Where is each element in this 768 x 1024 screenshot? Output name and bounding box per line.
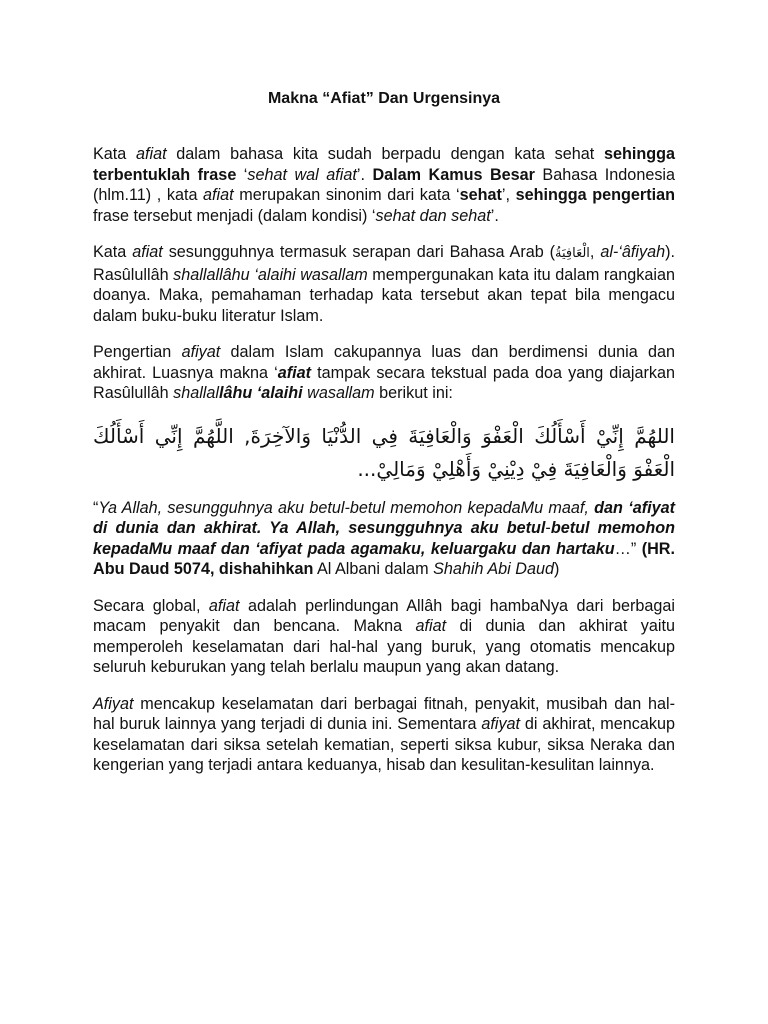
text-run: …” (614, 539, 642, 558)
text-run: mempergunakan kata itu dalam rangkaian doanya. Maka, pemahaman terhadap kata tersebut akan tepat bila mengacu dalam buku-buku literatur Islam. (93, 265, 675, 325)
citation-bold: (HR. Abu Daud 5074, dishahihkan (93, 539, 675, 578)
text-run: mencakup keselamatan dari berbagai fitnah, penyakit, musibah dan hal-hal buruk lainnya yang terjadi di dunia ini. Sementara (93, 694, 675, 733)
text-run: - (545, 519, 551, 537)
italic-term: al-‘âfiyah (600, 243, 666, 261)
italic-term: afiyat (181, 343, 221, 361)
italic-term: shallal (173, 384, 219, 402)
text-run: dalam Islam cakupannya luas dan berdimensi dunia dan akhirat. Luasnya makna ‘ (93, 343, 675, 382)
paragraph-2 (93, 242, 675, 326)
text-run: ’. (356, 165, 373, 184)
bold-italic-term: lâhu ‘alaihi (219, 384, 303, 402)
paragraph-1 (93, 144, 675, 226)
text-run: di akhirat, mencakup keselamatan dari siksa setelah kematian, seperti siksa kubur, siksa Neraka dan kengerian yang terjadi antara keduanya, hisab dan kesulitan-kesulitan lainnya. (93, 715, 675, 774)
document-body (93, 144, 675, 792)
arabic-dua: اللهُمَّ إِنِّيْ أَسْأَلُكَ الْعَفْوَ وَالْعَافِيَةَ فِي الدُّنْيَا وَالآخِرَةَ, اللَّهُمَّ إِنِّي أَسْأَلُكَ الْعَفْوَ وَالْعَافِيَةَ فِيْ دِيْنِيْ وَأَهْلِيْ وَمَالِيْ... (93, 423, 675, 481)
text-run: , (589, 243, 601, 261)
text-run: ’. (490, 206, 499, 225)
italic-term: afiat (415, 617, 447, 635)
text-run: Pengertian (93, 343, 182, 361)
text-run: sesungguhnya termasuk serapan dari Bahasa Arab ( (162, 243, 555, 261)
italic-term: wasallam (302, 384, 375, 402)
italic-term: afiat (132, 243, 163, 261)
quote-bold-italic: betul memohon kepadaMu maaf dan ‘afiyat pada agamaku, keluargaku dan hartaku (93, 519, 675, 558)
text-run: berikut ini: (374, 384, 453, 402)
text-run: Kata (93, 243, 133, 261)
text-run: Al Albani dalam (313, 560, 434, 578)
text-run: adalah perlindungan Allâh bagi hambaNya dari berbagai macam penyakit dan bencana. Makna (93, 596, 675, 635)
italic-term: afiat (136, 145, 167, 163)
arabic-term: الْعَافِيَةُ (555, 246, 590, 261)
italic-term: sehat dan sehat (375, 206, 491, 225)
paragraph-5 (93, 596, 675, 678)
page-title: Makna “Afiat” Dan Urgensinya (267, 90, 501, 107)
italic-term: afiat (208, 596, 240, 615)
bold-phrase: Dalam Kamus Besar (372, 165, 535, 184)
text-run: Bahasa Indonesia (hlm.11) , kata (93, 165, 676, 204)
text-run: Secara global, (93, 596, 209, 615)
paragraph-6 (93, 694, 675, 776)
text-run: dalam bahasa kita sudah berpadu dengan kata sehat (166, 145, 604, 163)
text-run: tampak secara tekstual pada doa yang diajarkan Rasûlullâh (93, 363, 676, 402)
italic-term: afiyat (481, 715, 521, 733)
text-run: ) (553, 560, 560, 578)
italic-term: afiat (203, 186, 234, 204)
italic-term: sehat wal afiat (247, 165, 357, 184)
bold-phrase: sehingga terbentuklah frase (93, 145, 675, 184)
quote-bold-italic: dan ‘afiyat di dunia dan akhirat. Ya Allah, sesungguhnya aku betul (93, 498, 675, 537)
paragraph-3 (93, 342, 675, 404)
italic-term: Afiyat (93, 694, 134, 713)
bold-phrase: sehat (459, 186, 502, 204)
text-run: ). Rasûlullâh (93, 243, 675, 284)
text-run: merupakan sinonim dari kata ‘ (233, 186, 460, 204)
text-run: di dunia dan akhirat yaitu memperoleh keselamatan dari hal-hal yang buruk, yang otomatis mencakup seluruh keburukan yang telah berlalu maupun yang akan datang. (93, 617, 675, 676)
text-run: frase tersebut menjadi (dalam kondisi) ‘ (93, 206, 376, 225)
text-run: Kata (93, 145, 136, 163)
quote-italic: Ya Allah, sesungguhnya aku betul-betul memohon kepadaMu maaf, (98, 498, 595, 517)
text-run: “ (93, 498, 99, 517)
text-run: ’, (501, 186, 516, 204)
bold-phrase: sehingga pengertian (515, 186, 675, 204)
paragraph-4 (93, 498, 675, 580)
text-run: ‘ (236, 165, 248, 184)
bold-italic-term: afiat (277, 363, 312, 382)
italic-term: shallallâhu ‘alaihi wasallam (173, 265, 368, 284)
italic-term: Shahih Abi Daud (433, 560, 554, 578)
